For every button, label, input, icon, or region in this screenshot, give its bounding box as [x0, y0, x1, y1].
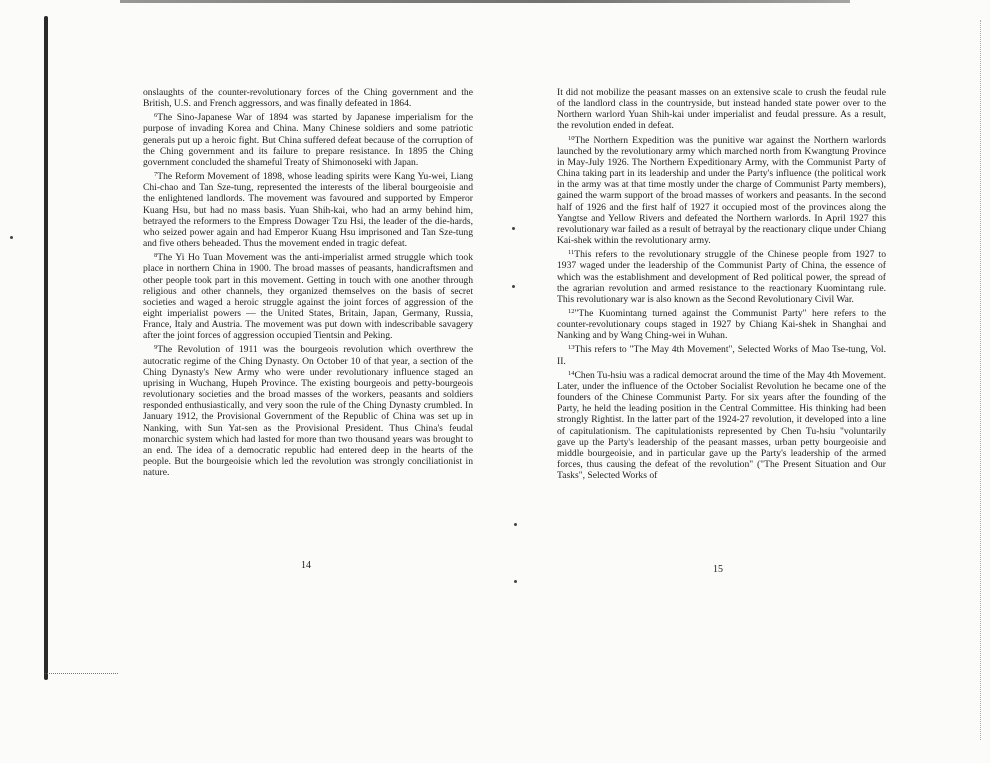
scan-speck — [512, 227, 515, 230]
scan-speck — [10, 236, 13, 239]
note-paragraph: $^{14}$Chen Tu-hsiu was a radical democrat around the time of the May 4th Movement. Later, under the influence of the October Socialist Revolution he became one of the founders of the Chinese Communist Party. For six years after the founding of the Party, he held the leading position in the Central Committee. His thinking had been strongly Rightist. In the latter part of the 1924-27 revolution, it developed into a line of capitulationism. The capitulationists represented by Chen Tu-hsiu "voluntarily gave up the Party's leadership of the peasant masses, urban petty bourgeoisie and middle bourgeoisie, and in particular gave up the Party's leadership of the armed forces, thus causing the defeat of the revolution" ("The Present Situation and Our Tasks", Selected Works of — [557, 369, 886, 482]
left-page — [143, 87, 473, 481]
note-number: 12 — [568, 307, 575, 315]
note-paragraph: $^{12}$"The Kuomintang turned against the Communist Party" here refers to the counter-revolutionary coups staged in 1927 by Chiang Kai-shek in Shanghai and Nanking and by Wang Ching-wei in Wuhan. — [557, 307, 886, 342]
note-paragraph: $^7$The Reform Movement of 1898, whose leading spirits were Kang Yu-wei, Liang Chi-chao and Tan Sze-tung, represented the interests of the liberal bourgeoisie and the enlightened landlords. The movement was favoured and supported by Emperor Kuang Hsu, but had no mass basis. Yuan Shih-kai, who had an army behind him, betrayed the reformers to the Empress Dowager Tzu Hsi, the leader of the die-hards, who seized power again and had Emperor Kuang Hsu imprisoned and Tan Sze-tung and five others beheaded. Thus the movement ended in tragic defeat. — [143, 171, 473, 250]
note-paragraph: $^9$The Revolution of 1911 was the bourgeois revolution which overthrew the autocratic regime of the Ching Dynasty. On October 10 of that year, a section of the Ching Dynasty's New Army who were under revolutionary influence staged an uprising in Wuchang, Hupeh Province. The existing bourgeois and petty-bourgeois revolutionary societies and the broad masses of the workers, peasants and soldiers responded enthusiastically, and very soon the rule of the Ching Dynasty crumbled. In January 1912, the Provisional Government of the Republic of China was set up in Nanking, with Sun Yat-sen as the Provisional President. Thus China's feudal monarchic system which had lasted for more than two thousand years was brought to an end. The idea of a democratic republic had entered deep in the hearts of the people. But the bourgeoisie which led the revolution was strongly conciliationist in nature. — [143, 344, 473, 479]
note-paragraph: $^{10}$The Northern Expedition was the punitive war against the Northern warlords launched by the revolutionary army which marched north from Kwangtung Province in May-July 1926. The Northern Expeditionary Army, with the Communist Party of China taking part in its leadership and under the Party's influence (the political work in the army was at that time mostly under the charge of Communist Party members), gained the warm support of the broad masses of workers and peasants. In the second half of 1926 and the first half of 1927 it occupied most of the provinces along the Yangtse and Yellow Rivers and defeated the Northern warlords. In April 1927 this revolutionary war failed as a result of betrayal by the reactionary clique under Chiang Kai-shek within the revolutionary army. — [557, 134, 886, 247]
page-number: 15 — [713, 564, 723, 575]
note-number: 11 — [568, 249, 575, 257]
note-number: 13 — [568, 344, 575, 352]
note-number: 14 — [568, 369, 575, 377]
note-number: 6 — [154, 112, 158, 120]
note-paragraph: onslaughts of the counter-revolutionary forces of the Ching government and the British, U.S. and French aggressors, and was finally defeated in 1864. — [143, 87, 473, 110]
note-paragraph: It did not mobilize the peasant masses on an extensive scale to crush the feudal rule of the landlord class in the countryside, but instead handed state power over to the Northern warlord Yuan Shih-kai under imperialist and feudal pressure. As a result, the revolution ended in defeat. — [557, 87, 886, 132]
book-spine-foot — [44, 663, 118, 674]
book-spine-shadow — [44, 16, 48, 680]
note-number: 9 — [154, 344, 158, 352]
note-number: 8 — [154, 252, 158, 260]
note-number: 10 — [568, 134, 575, 142]
scan-speck — [512, 285, 515, 288]
page-number: 14 — [301, 560, 311, 571]
scan-speck — [514, 580, 517, 583]
page-edge — [980, 20, 982, 740]
note-number: 7 — [154, 171, 158, 179]
note-paragraph: $^8$The Yi Ho Tuan Movement was the anti-imperialist armed struggle which took place in northern China in 1900. The broad masses of peasants, handicraftsmen and other people took part in this movement. Getting in touch with one another through religious and other channels, they organized themselves on the basis of secret societies and waged a heroic struggle against the joint forces of aggression of the eight imperialist powers — the United States, Britain, Japan, Germany, Russia, France, Italy and Austria. The movement was put down with indescribable savagery after the joint forces of aggression occupied Tientsin and Peking. — [143, 252, 473, 342]
scan-top-edge — [120, 0, 850, 3]
note-paragraph: $^{11}$This refers to the revolutionary struggle of the Chinese people from 1927 to 1937 waged under the leadership of the Communist Party of China, the essence of which was the establishment and development of Red political power, the spread of the agrarian revolution and armed resistance to the reactionary Kuomintang rule. This revolutionary war is also known as the Second Revolutionary Civil War. — [557, 249, 886, 305]
note-paragraph: $^{13}$This refers to "The May 4th Movement", Selected Works of Mao Tse-tung, Vol. II. — [557, 344, 886, 367]
right-page — [557, 87, 886, 484]
scan-speck — [514, 523, 517, 526]
note-paragraph: $^6$The Sino-Japanese War of 1894 was started by Japanese imperialism for the purpose of invading Korea and China. Many Chinese soldiers and some patriotic generals put up a heroic fight. But China suffered defeat because of the corruption of the Ching government and its failure to prepare resistance. In 1895 the Ching government concluded the shameful Treaty of Shimonoseki with Japan. — [143, 112, 473, 168]
